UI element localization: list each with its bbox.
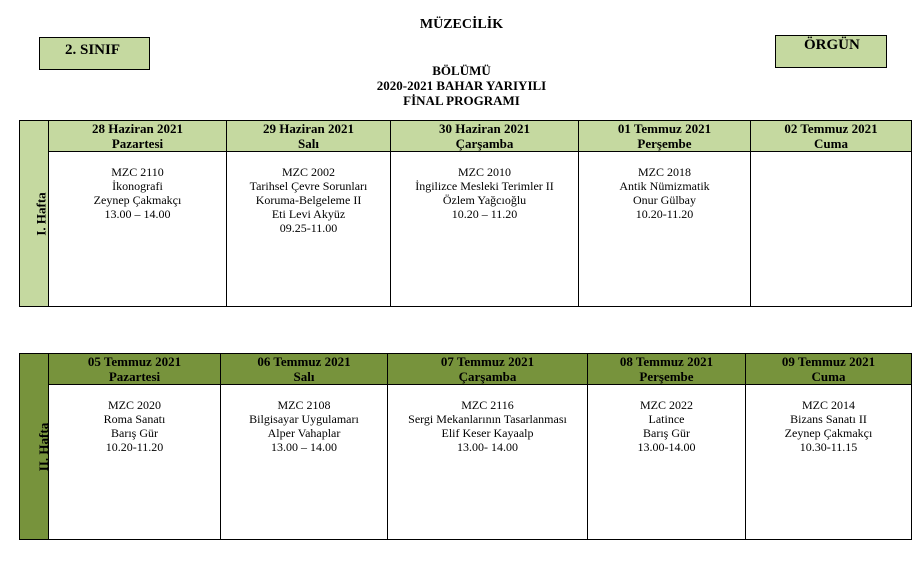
exam-time: 10.20-11.20 [105, 440, 164, 454]
week-2-table [19, 353, 912, 540]
exam-cell [746, 385, 912, 540]
course-name: Tarihsel Çevre Sorunları [249, 179, 368, 193]
instructor: Zeynep Çakmakçı [784, 426, 873, 440]
instructor: Zeynep Çakmakçı [93, 193, 182, 207]
week-label-cell [20, 354, 52, 540]
week-label-cell [20, 121, 49, 307]
day-date: 01 Temmuz 2021 [617, 121, 712, 136]
day-date: 29 Haziran 2021 [263, 121, 354, 136]
course-code: MZC 2002 [281, 165, 335, 179]
day-date: 06 Temmuz 2021 [257, 354, 351, 369]
day-date: 09 Temmuz 2021 [781, 354, 876, 369]
day-name: Cuma [811, 369, 846, 384]
course-name: İkonografi [112, 179, 163, 193]
day-name: Cuma [814, 136, 848, 151]
exam-cell [49, 385, 221, 540]
day-header [746, 354, 912, 385]
instructor: Eti Levi Akyüz [271, 207, 346, 221]
department-title: MÜZECİLİK [419, 17, 504, 32]
day-name: Perşembe [637, 136, 692, 151]
day-date: 30 Haziran 2021 [439, 121, 530, 136]
week-1-table [19, 120, 912, 307]
course-name: İngilizce Mesleki Terimler II [415, 179, 554, 193]
exam-cell [588, 385, 746, 540]
instructor: Barış Gür [111, 426, 158, 440]
exam-cell [49, 152, 227, 307]
instructor: Elif Keser Kayaalp [441, 426, 534, 440]
instructor: Onur Gülbay [633, 193, 696, 207]
day-name: Salı [293, 369, 315, 384]
exam-time: 13.00 – 14.00 [104, 207, 171, 221]
course-name-line-2: Koruma-Belgeleme II [255, 193, 362, 207]
course-code: MZC 2018 [637, 165, 691, 179]
day-header [751, 121, 912, 152]
exam-cell [579, 152, 751, 307]
exam-time: 10.20 – 11.20 [451, 207, 518, 221]
day-header [579, 121, 751, 152]
course-code: MZC 2116 [461, 398, 514, 412]
course-name: Latince [648, 412, 685, 426]
exam-cell [227, 152, 391, 307]
day-date: 28 Haziran 2021 [92, 121, 183, 136]
exam-cell [391, 152, 579, 307]
day-name: Pazartesi [111, 136, 164, 151]
exam-time: 13.00 – 14.00 [271, 440, 337, 454]
day-date: 05 Temmuz 2021 [87, 354, 182, 369]
day-name: Çarşamba [455, 136, 514, 151]
class-label: 2. SINIF [65, 42, 121, 58]
course-code: MZC 2022 [639, 398, 693, 412]
exam-cell [221, 385, 388, 540]
program-type-label: ÖRGÜN [804, 37, 860, 53]
course-name: Roma Sanatı [103, 412, 166, 426]
exam-time: 13.00- 14.00 [457, 440, 518, 454]
instructor: Barış Gür [643, 426, 690, 440]
course-code: MZC 2014 [801, 398, 855, 412]
instructor: Özlem Yağcıoğlu [442, 193, 527, 207]
course-code: MZC 2110 [111, 165, 164, 179]
exam-time: 09.25-11.00 [279, 221, 338, 235]
course-name: Bizans Sanatı II [790, 412, 867, 426]
day-name: Perşembe [639, 369, 694, 384]
day-name: Pazartesi [108, 369, 161, 384]
day-header [391, 121, 579, 152]
week-label: II. Hafta [36, 422, 52, 471]
exam-time: 10.30-11.15 [799, 440, 858, 454]
day-header [227, 121, 391, 152]
course-code: MZC 2108 [277, 398, 331, 412]
day-header [49, 121, 227, 152]
course-code: MZC 2010 [457, 165, 511, 179]
course-code: MZC 2020 [107, 398, 161, 412]
term-heading: 2020-2021 BAHAR YARIYILI [376, 78, 547, 93]
program-heading: FİNAL PROGRAMI [403, 93, 520, 108]
exam-time: 13.00-14.00 [637, 440, 696, 454]
day-name: Çarşamba [458, 369, 517, 384]
week-label: I. Hafta [33, 191, 49, 236]
day-date: 02 Temmuz 2021 [784, 121, 878, 136]
day-date: 08 Temmuz 2021 [619, 354, 714, 369]
day-date: 07 Temmuz 2021 [440, 354, 535, 369]
course-name: Antik Nümizmatik [619, 179, 710, 193]
day-header [388, 354, 588, 385]
day-header [221, 354, 388, 385]
course-name: Sergi Mekanlarının Tasarlanması [408, 412, 567, 426]
day-header [49, 354, 221, 385]
exam-cell [388, 385, 588, 540]
exam-time: 10.20-11.20 [635, 207, 694, 221]
day-header [588, 354, 746, 385]
instructor: Alper Vahaplar [267, 426, 341, 440]
bolum-heading: BÖLÜMÜ [432, 63, 491, 78]
day-name: Salı [298, 136, 319, 151]
exam-cell-empty [751, 152, 912, 307]
course-name: Bilgisayar Uygulamarı [249, 412, 359, 426]
